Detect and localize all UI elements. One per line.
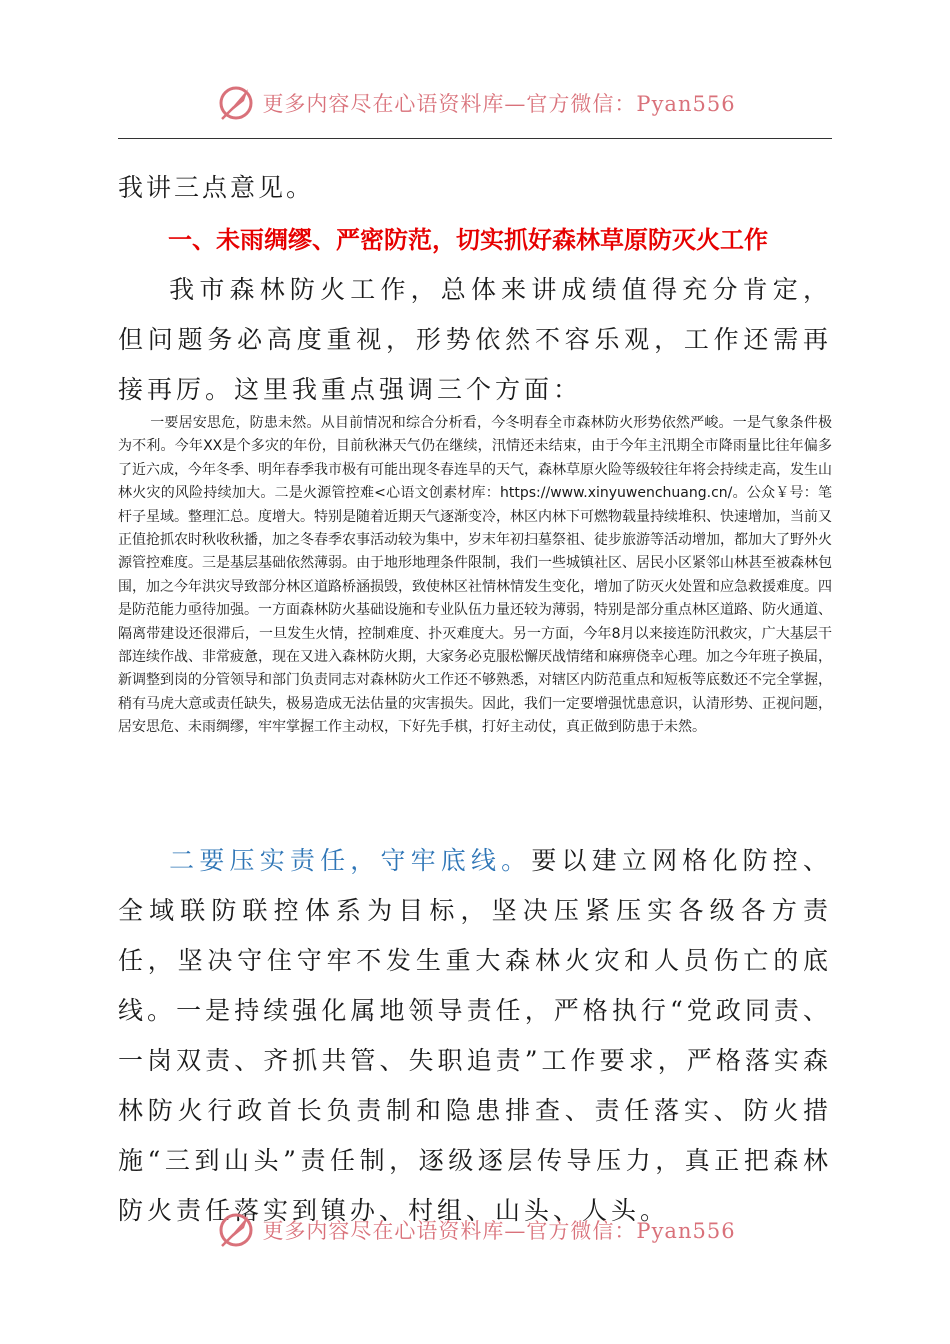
section1-paragraph-3-lead: 二要压实责任，守牢底线。 [168,846,532,875]
section1-paragraph-1 [118,265,832,415]
quill-logo-icon [214,81,258,125]
footer-banner-text: 更多内容尽在心语资料库—官方微信：Pyan556 [262,1219,736,1243]
quill-logo-icon [214,1208,258,1252]
footer-banner [0,1205,950,1255]
section1-paragraph-1-text: 我市森林防火工作，总体来讲成绩值得充分肯定，但问题务必高度重视，形势依然不容乐观，工作还需再接再厉。这里我重点强调三个方面： [118,275,832,404]
header-divider [118,138,832,139]
section1-paragraph-2 [118,412,832,740]
header-banner-text: 更多内容尽在心语资料库—官方微信：Pyan556 [262,92,736,116]
section-heading-1: 一、未雨绸缪、严密防范，切实抓好森林草原防灭火工作 [168,226,768,254]
section1-paragraph-3 [118,836,832,1236]
section1-paragraph-3-text: 要以建立网格化防控、全域联防联控体系为目标，坚决压紧压实各级各方责任，坚决守住守牢不发生重大森林火灾和人员伤亡的底线。一是持续强化属地领导责任，严格执行“党政同责、一岗双责、齐抓共管、失职追责”工作要求，严格落实森林防火行政首长负责制和隐患排查、责任落实、防火措施“三到山头”责任制，逐级逐层传导压力，真正把森林防火责任落实到镇办、村组、山头、人头。 [118,846,832,1225]
header-banner [0,78,950,128]
intro-line: 我讲三点意见。 [118,173,315,202]
section1-paragraph-2-text: 一要居安思危，防患未然。从目前情况和综合分析看，今冬明春全市森林防火形势依然严峻。一是气象条件极为不利。今年XX是个多灾的年份，目前秋淋天气仍在继续，汛情还未结束，由于今年主汛期全市降雨量比往年偏多了近六成，今年冬季、明年春季我市极有可能出现冬春连旱的天气，森林草原火险等级较往年将会持续走高，发生山林火灾的风险持续加大。二是火源管控难<心语文创素材库：https://www.xinyuwenchuang.cn/。公众￥号：笔杆子星域。整理汇总。度增大。特别是随着近期天气逐渐变冷，林区内林下可燃物载量持续堆积、快速增加，当前又正值抢抓农时秋收秋播，加之冬春季农事活动较为集中，岁末年初扫墓祭祖、徒步旅游等活动增加，都加大了野外火源管控难度。三是基层基础依然薄弱。由于地形地理条件限制，我们一些城镇社区、居民小区紧邻山林甚至被森林包围，加之今年洪灾导致部分林区道路桥涵损毁，致使林区社情林情发生变化，增加了防灭火处置和应急救援难度。四是防范能力亟待加强。一方面森林防火基础设施和专业队伍力量还较为薄弱，特别是部分重点林区道路、防火通道、隔离带建设还很滞后，一旦发生火情，控制难度、扑灭难度大。另一方面，今年8月以来接连防汛救灾，广大基层干部连续作战、非常疲惫，现在又进入森林防火期，大家务必克服松懈厌战情绪和麻痹侥幸心理。加之今年班子换届，新调整到岗的分管领导和部门负责同志对森林防火工作还不够熟悉，对辖区内防范重点和短板等底数还不完全掌握，稍有马虎大意或责任缺失，极易造成无法估量的灾害损失。因此，我们一定要增强忧患意识，认清形势、正视问题，居安思危、未雨绸缪，牢牢掌握工作主动权，下好先手棋，打好主动仗，真正做到防患于未然。 [118,415,832,736]
